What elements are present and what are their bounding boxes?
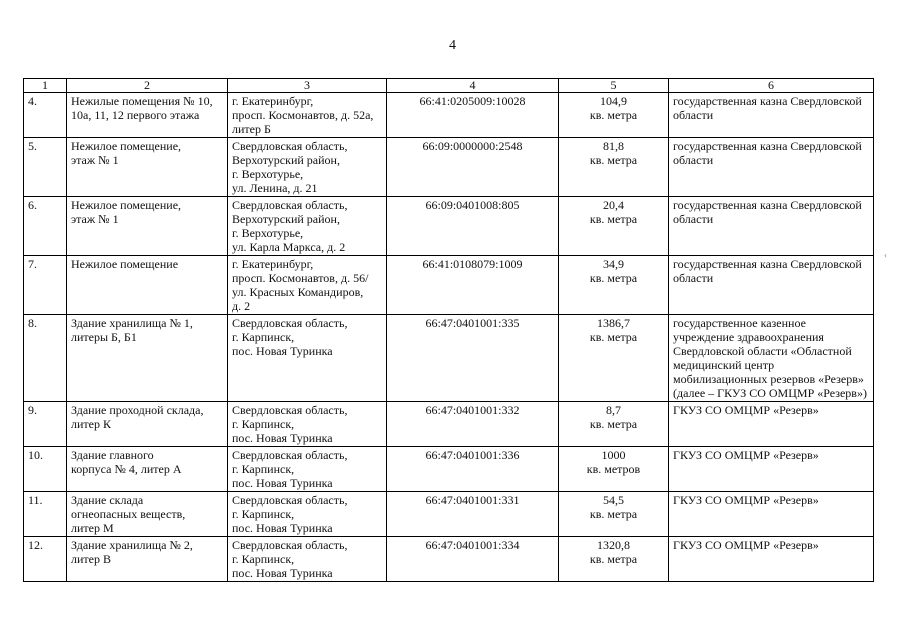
object-name-cell: Нежилое помещение xyxy=(67,256,228,315)
column-header: 6 xyxy=(669,79,874,93)
area-unit: кв. метра xyxy=(589,153,638,167)
object-name-cell: Нежилое помещение, этаж № 1 xyxy=(67,197,228,256)
address-cell: Свердловская область, г. Карпинск, пос. Новая Туринка xyxy=(228,447,387,492)
cadastral-number-cell: 66:47:0401001:335 xyxy=(387,315,559,402)
table-row xyxy=(24,537,874,582)
area-value: 81,8 xyxy=(603,139,624,153)
area-unit: кв. метра xyxy=(589,417,638,431)
owner-cell: ГКУЗ СО ОМЦМР «Резерв» xyxy=(669,492,874,537)
owner-cell: ГКУЗ СО ОМЦМР «Резерв» xyxy=(669,447,874,492)
cadastral-number-cell: 66:41:0108079:1009 xyxy=(387,256,559,315)
cadastral-number-cell: 66:09:0401008:805 xyxy=(387,197,559,256)
address-cell: Свердловская область, Верхотурский район, г. Верхотурье, ул. Ленина, д. 21 xyxy=(228,138,387,197)
cadastral-number-cell: 66:09:0000000:2548 xyxy=(387,138,559,197)
area-value: 34,9 xyxy=(603,257,624,271)
owner-cell: государственная казна Свердловской области xyxy=(669,256,874,315)
object-name-cell: Здание хранилища № 2, литер В xyxy=(67,537,228,582)
column-header: 1 xyxy=(24,79,67,93)
area-value: 54,5 xyxy=(603,493,624,507)
address-cell: г. Екатеринбург, просп. Космонавтов, д. 56/ ул. Красных Командиров, д. 2 xyxy=(228,256,387,315)
area-value: 20,4 xyxy=(603,198,624,212)
area-unit: кв. метра xyxy=(589,108,638,122)
table-header xyxy=(24,79,874,93)
header-row xyxy=(24,79,874,93)
object-name-cell: Нежилое помещение, этаж № 1 xyxy=(67,138,228,197)
area-cell xyxy=(559,93,669,138)
owner-cell: ГКУЗ СО ОМЦМР «Резерв» xyxy=(669,402,874,447)
property-table xyxy=(23,78,874,582)
table-body xyxy=(24,93,874,582)
area-cell xyxy=(559,138,669,197)
column-header: 2 xyxy=(67,79,228,93)
area-unit: кв. метра xyxy=(589,507,638,521)
object-name-cell: Здание проходной склада, литер К xyxy=(67,402,228,447)
cadastral-number-cell: 66:47:0401001:331 xyxy=(387,492,559,537)
area-value: 1386,7 xyxy=(597,316,630,330)
column-header: 4 xyxy=(387,79,559,93)
table-row xyxy=(24,138,874,197)
area-unit: кв. метра xyxy=(589,271,638,285)
address-cell: Свердловская область, г. Карпинск, пос. Новая Туринка xyxy=(228,315,387,402)
address-cell: Свердловская область, г. Карпинск, пос. Новая Туринка xyxy=(228,492,387,537)
cadastral-number-cell: 66:47:0401001:334 xyxy=(387,537,559,582)
object-name-cell: Здание склада огнеопасных веществ, литер М xyxy=(67,492,228,537)
area-cell xyxy=(559,256,669,315)
row-number-cell: 5. xyxy=(24,138,67,197)
area-unit: кв. метров xyxy=(586,462,641,476)
row-number-cell: 7. xyxy=(24,256,67,315)
area-unit: кв. метра xyxy=(589,330,638,344)
row-number-cell: 9. xyxy=(24,402,67,447)
object-name-cell: Нежилые помещения № 10, 10а, 11, 12 первого этажа xyxy=(67,93,228,138)
cadastral-number-cell: 66:47:0401001:336 xyxy=(387,447,559,492)
table-row xyxy=(24,93,874,138)
object-name-cell: Здание хранилища № 1, литеры Б, Б1 xyxy=(67,315,228,402)
scan-artifact-mark: ‹ xyxy=(884,250,887,260)
table-row xyxy=(24,315,874,402)
page-number: 4 xyxy=(449,38,456,53)
row-number-cell: 4. xyxy=(24,93,67,138)
address-cell: Свердловская область, Верхотурский район, г. Верхотурье, ул. Карла Маркса, д. 2 xyxy=(228,197,387,256)
row-number-cell: 6. xyxy=(24,197,67,256)
area-value: 1320,8 xyxy=(597,538,630,552)
area-cell xyxy=(559,402,669,447)
table-row xyxy=(24,197,874,256)
area-cell xyxy=(559,197,669,256)
area-unit: кв. метра xyxy=(589,212,638,226)
area-cell xyxy=(559,492,669,537)
row-number-cell: 10. xyxy=(24,447,67,492)
object-name-cell: Здание главного корпуса № 4, литер А xyxy=(67,447,228,492)
owner-cell: ГКУЗ СО ОМЦМР «Резерв» xyxy=(669,537,874,582)
table-row xyxy=(24,447,874,492)
cadastral-number-cell: 66:41:0205009:10028 xyxy=(387,93,559,138)
area-cell xyxy=(559,447,669,492)
row-number-cell: 8. xyxy=(24,315,67,402)
cadastral-number-cell: 66:47:0401001:332 xyxy=(387,402,559,447)
area-value: 8,7 xyxy=(606,403,621,417)
owner-cell: государственная казна Свердловской области xyxy=(669,197,874,256)
area-cell xyxy=(559,537,669,582)
column-header: 3 xyxy=(228,79,387,93)
table-row xyxy=(24,402,874,447)
area-unit: кв. метра xyxy=(589,552,638,566)
area-value: 1000 xyxy=(601,448,626,462)
address-cell: г. Екатеринбург, просп. Космонавтов, д. 52а, литер Б xyxy=(228,93,387,138)
owner-cell: государственное казенное учреждение здравоохранения Свердловской области «Областной медицинский центр мобилизационных резервов «Резерв» (далее – ГКУЗ СО ОМЦМР «Резерв») xyxy=(669,315,874,402)
area-value: 104,9 xyxy=(600,94,627,108)
address-cell: Свердловская область, г. Карпинск, пос. Новая Туринка xyxy=(228,537,387,582)
row-number-cell: 11. xyxy=(24,492,67,537)
table-row xyxy=(24,492,874,537)
column-header: 5 xyxy=(559,79,669,93)
owner-cell: государственная казна Свердловской области xyxy=(669,93,874,138)
area-cell xyxy=(559,315,669,402)
table-row xyxy=(24,256,874,315)
row-number-cell: 12. xyxy=(24,537,67,582)
address-cell: Свердловская область, г. Карпинск, пос. Новая Туринка xyxy=(228,402,387,447)
owner-cell: государственная казна Свердловской области xyxy=(669,138,874,197)
